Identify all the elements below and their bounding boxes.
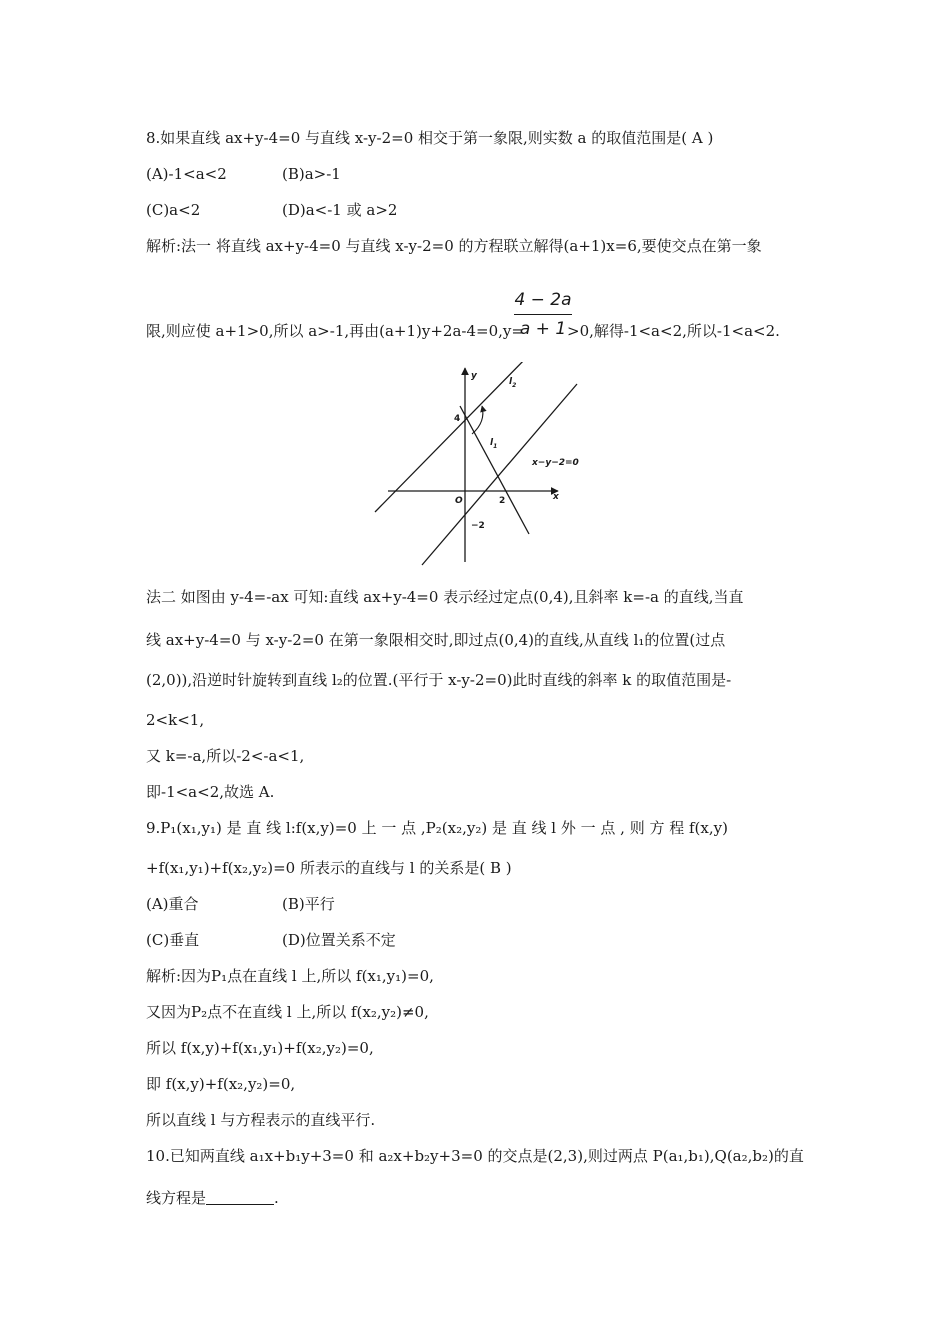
q9-stem-line2: +f(x₁,y₁)+f(x₂,y₂)=0 所表示的直线与 l 的关系是( B ) bbox=[146, 859, 512, 877]
q9-option-a: (A)重合 bbox=[146, 895, 199, 913]
fraction-bar bbox=[514, 314, 572, 315]
l2-label: $l_2$ bbox=[509, 377, 517, 389]
tick-label-4: 4 bbox=[454, 414, 461, 424]
fraction bbox=[514, 289, 572, 340]
q8-solution-line1: 解析:法一 将直线 ax+y-4=0 与直线 x-y-2=0 的方程联立解得(a+1)x=6,要使交点在第一象 bbox=[146, 237, 762, 255]
sol2-line2: 线 ax+y-4=0 与 x-y-2=0 在第一象限相交时,即过点(0,4)的直线,从直线 l₁的位置(过点 bbox=[146, 631, 726, 649]
q8-solution-line2-end: >0,解得-1<a<2,所以-1<a<2. bbox=[567, 322, 780, 340]
line-l2 bbox=[375, 362, 530, 512]
q8-option-b: (B)a>-1 bbox=[282, 165, 341, 183]
line-diagram bbox=[370, 362, 590, 568]
tick-label-minus-2: −2 bbox=[471, 521, 485, 531]
sol2-line4: 2<k<1, bbox=[146, 711, 205, 729]
rotation-arc bbox=[472, 406, 483, 434]
q9-solution-line3: 所以 f(x,y)+f(x₁,y₁)+f(x₂,y₂)=0, bbox=[146, 1039, 374, 1057]
sol2-line6: 即-1<a<2,故选 A. bbox=[146, 783, 275, 801]
sol2-line3: (2,0)),沿逆时针旋转到直线 l₂的位置.(平行于 x-y-2=0)此时直线的斜率 k 的取值范围是- bbox=[146, 671, 732, 689]
line-l1 bbox=[460, 406, 529, 534]
q9-solution-line1: 解析:因为P₁点在直线 l 上,所以 f(x₁,y₁)=0, bbox=[146, 967, 434, 985]
line-x-y-2 bbox=[422, 384, 577, 565]
fraction-numerator: 4 − 2a bbox=[514, 290, 572, 310]
fraction-denominator: a + 1 bbox=[519, 319, 567, 339]
q9-option-b: (B)平行 bbox=[282, 895, 335, 913]
answer-blank[interactable] bbox=[206, 1190, 274, 1205]
q8-option-c: (C)a<2 bbox=[146, 201, 201, 219]
q9-option-c: (C)垂直 bbox=[146, 931, 200, 949]
q9-solution-line5: 所以直线 l 与方程表示的直线平行. bbox=[146, 1111, 376, 1129]
sol2-line5: 又 k=-a,所以-2<-a<1, bbox=[146, 747, 305, 765]
sol2-line1: 法二 如图由 y-4=-ax 可知:直线 ax+y-4=0 表示经过定点(0,4),且斜率 k=-a 的直线,当直 bbox=[146, 588, 744, 606]
q9-stem-line1: 9.P₁(x₁,y₁) 是 直 线 l:f(x,y)=0 上 一 点 ,P₂(x₂,y₂) 是 直 线 l 外 一 点 , 则 方 程 f(x,y) bbox=[146, 819, 728, 837]
y-axis-label: y bbox=[471, 371, 477, 381]
q8-stem: 8.如果直线 ax+y-4=0 与直线 x-y-2=0 相交于第一象限,则实数 a 的取值范围是( A ) bbox=[146, 129, 714, 147]
l1-label: $l_1$ bbox=[490, 438, 498, 450]
q9-solution-line2: 又因为P₂点不在直线 l 上,所以 f(x₂,y₂)≠0, bbox=[146, 1003, 429, 1021]
origin-label: O bbox=[455, 496, 463, 506]
q8-solution-line2-start: 限,则应使 a+1>0,所以 a>-1,再由(a+1)y+2a-4=0,y= bbox=[146, 322, 524, 340]
x-axis-label: x bbox=[553, 492, 559, 502]
q9-option-d: (D)位置关系不定 bbox=[282, 931, 396, 949]
q8-option-d: (D)a<-1 或 a>2 bbox=[282, 201, 398, 219]
tick-label-2: 2 bbox=[499, 496, 506, 506]
q8-solution-line2 bbox=[146, 321, 524, 341]
q10-stem-line1: 10.已知两直线 a₁x+b₁y+3=0 和 a₂x+b₂y+3=0 的交点是(2,3),则过两点 P(a₁,b₁),Q(a₂,b₂)的直 bbox=[146, 1147, 804, 1165]
q8-option-a: (A)-1<a<2 bbox=[146, 165, 227, 183]
equation-label: x−y−2=0 bbox=[532, 458, 579, 468]
q10-stem-line2-text: 线方程是 bbox=[146, 1189, 207, 1207]
q10-stem-line2 bbox=[146, 1188, 279, 1208]
q10-stem-line2-end: . bbox=[274, 1189, 279, 1207]
q9-solution-line4: 即 f(x,y)+f(x₂,y₂)=0, bbox=[146, 1075, 296, 1093]
